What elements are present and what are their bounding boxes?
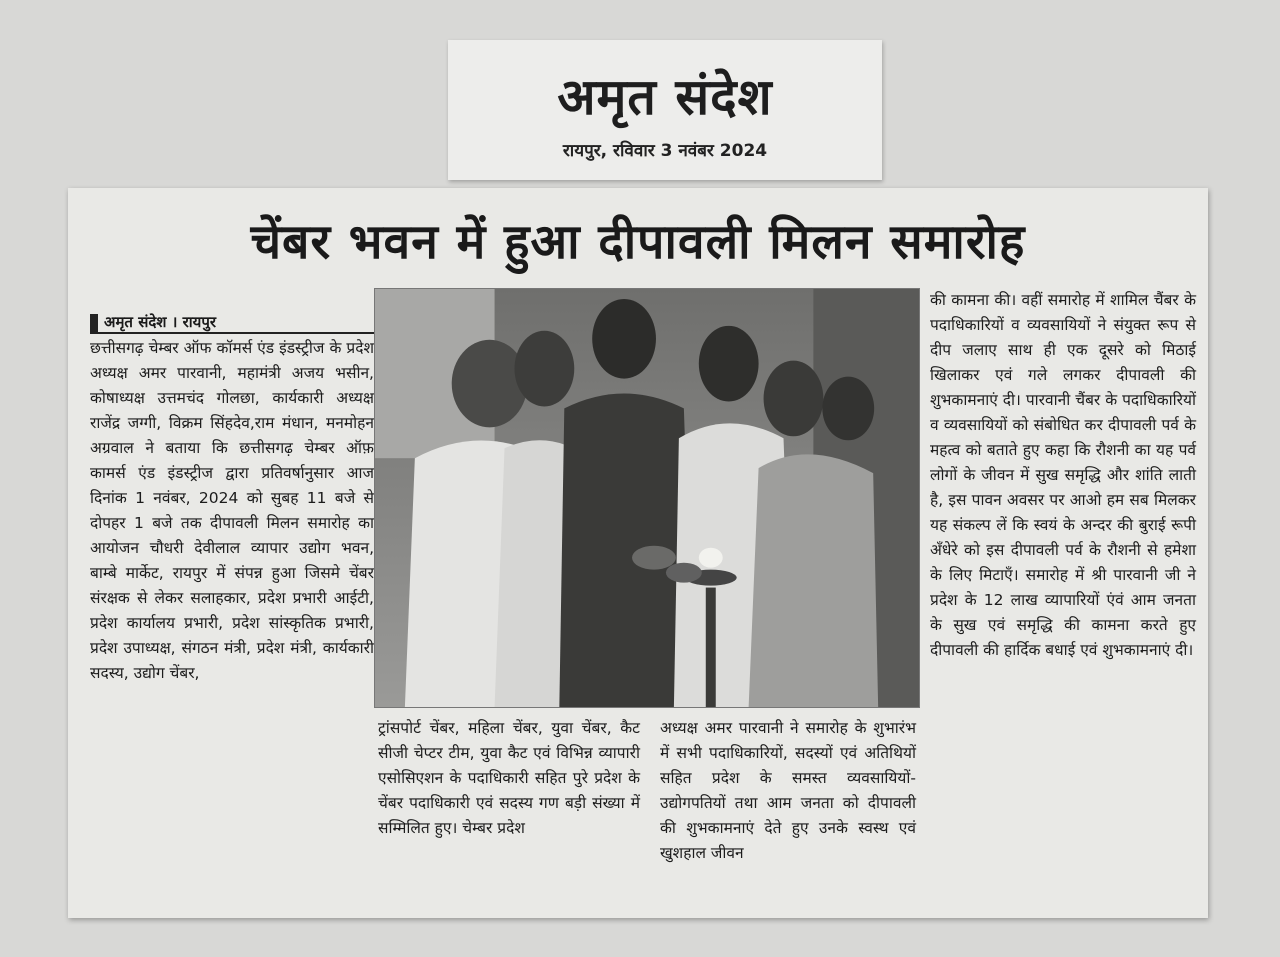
article-column-2 (378, 716, 640, 841)
article-photo (374, 288, 920, 708)
column-1-text: छत्तीसगढ़ चेम्बर ऑफ कॉमर्स एंड इंडस्ट्रीज के प्रदेश अध्यक्ष अमर पारवानी, महामंत्री अजय भसीन, कोषाध्यक्ष उत्तमचंद गोलछा, कार्यकारी अध्यक्ष राजेंद्र जग्गी, विक्रम सिंहदेव,राम मंधान, मनमोहन अग्रवाल ने बताया कि छत्तीसगढ़ चेम्बर ऑफ़ कामर्स एंड इंडस्ट्रीज द्वारा प्रतिवर्षानुसार आज दिनांक 1 नवंबर, 2024 को सुबह 11 बजे से दोपहर 1 बजे तक दीपावली मिलन समारोह का आयोजन चौधरी देवीलाल व्यापार उद्योग भवन, बाम्बे मार्केट, रायपुर में संपन्न हुआ जिसमे चेंबर संरक्षक से लेकर सलाहकार, प्रदेश प्रभारी आईटी, प्रदेश कार्यालय प्रभारी, प्रदेश सांस्कृतिक प्रभारी, प्रदेश उपाध्यक्ष, संगठन मंत्री, प्रदेश मंत्री, कार्यकारी सदस्य, उद्योग चेंबर, (90, 339, 374, 682)
column-4-text: की कामना की। वहीं समारोह में शामिल चैंबर के पदाधिकारियों व व्यवसायियों ने संयुक्त रूप से दीप जलाए साथ ही एक दूसरे को मिठाई खिलाकर एवं गले लगकर दीपावली की शुभकामनाएं दी। पारवानी चैंबर के पदाधिकारियों व व्यवसायियों को संबोधित कर दीपावली पर्व के महत्व को बताते हुए कहा कि रौशनी का यह पर्व लोगों के जीवन में सुख समृद्धि और शांति लाती है, इस पावन अवसर पर आओ हम सब मिलकर यह संकल्प लें कि स्वयं के अन्दर की बुराई रूपी अँधेरे को इस दीपावली पर्व के रौशनी से हमेशा के लिए मिटाएँ। समारोह में श्री पारवानी जी ने प्रदेश के 12 लाख व्यापारियों एंवं आम जनता के सुख एवं समृद्धि की कामना करते हुए दीपावली की हार्दिक बधाई एवं शुभकामनाएं दी। (930, 291, 1196, 659)
byline-marker-icon (90, 314, 98, 332)
article-headline: चेंबर भवन में हुआ दीपावली मिलन समारोह (250, 214, 1026, 270)
article-column-4 (930, 288, 1196, 663)
edition-date: रायपुर, रविवार 3 नवंबर 2024 (562, 141, 768, 161)
article-byline (90, 310, 374, 334)
lamp-lighting-photo (375, 289, 919, 707)
byline-text: अमृत संदेश । रायपुर (104, 313, 217, 331)
newspaper-name: अमृत संदेश (557, 68, 773, 126)
article-clipping (68, 188, 1208, 918)
newspaper-masthead (448, 40, 882, 180)
column-3-text: अध्यक्ष अमर पारवानी ने समारोह के शुभारंभ में सभी पदाधिकारियों, सदस्यों एवं अतिथियों सहित प्रदेश के समस्त व्यवसायियों- उद्योगपतियों तथा आम जनता को दीपावली की शुभकामनाएं देते हुए उनके स्वस्थ एवं खुशहाल जीवन (660, 719, 916, 862)
article-column-1 (90, 336, 374, 686)
column-2-text: ट्रांसपोर्ट चेंबर, महिला चेंबर, युवा चेंबर, कैट सीजी चेप्टर टीम, युवा कैट एवं विभिन्न व्यापारी एसोसिएशन के पदाधिकारी सहित पुरे प्रदेश के चेंबर पदाधिकारी एवं सदस्य गण बड़ी संख्या में सम्मिलित हुए। चेम्बर प्रदेश (378, 719, 640, 837)
article-column-3 (660, 716, 916, 866)
